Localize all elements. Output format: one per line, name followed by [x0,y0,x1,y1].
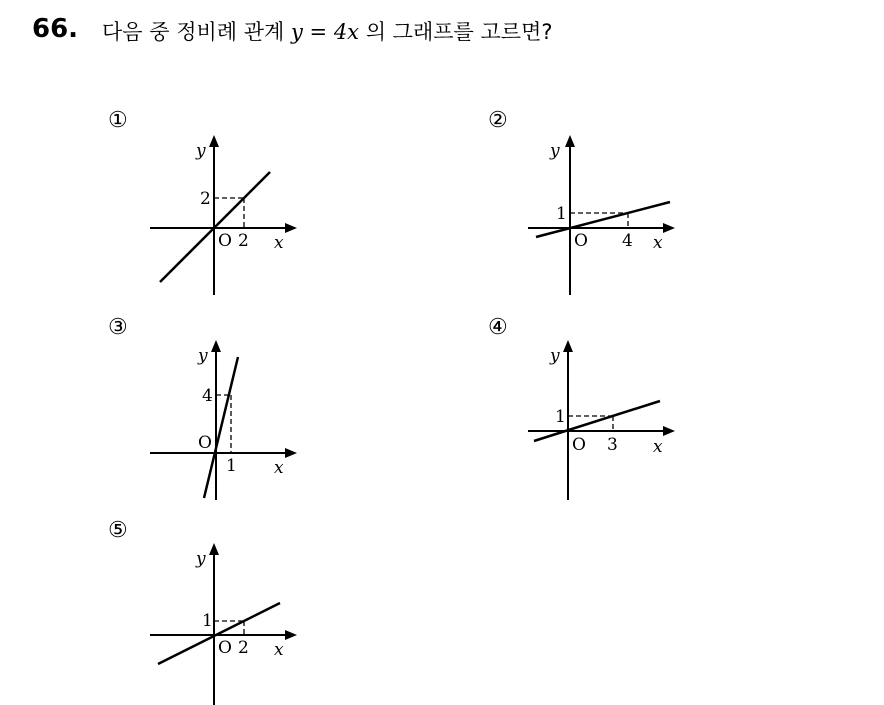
x-axis-label: x [653,437,663,457]
choice-1-marker[interactable]: ① [108,108,128,133]
graph-line [204,357,238,498]
x-tick-label: 4 [622,231,633,251]
x-axis-label: x [274,640,284,660]
y-axis-arrow [563,340,573,352]
x-axis-arrow [285,630,297,640]
choice-5-graph[interactable] [140,538,310,705]
y-tick-label: 4 [202,386,213,406]
choice-3-graph[interactable] [140,335,310,505]
choice-3-marker[interactable]: ③ [108,315,128,340]
x-axis-arrow [663,223,675,233]
x-tick-label: 2 [238,231,249,251]
choice-4-graph[interactable] [518,335,688,505]
y-tick-label: 1 [555,407,566,427]
x-axis-label: x [274,458,284,478]
x-axis-arrow [663,426,675,436]
origin-label: O [218,638,232,658]
y-tick-label: 1 [202,611,213,631]
y-axis-label: y [550,141,560,161]
question-text-before: 다음 중 정비례 관계 [102,20,285,44]
x-axis-label: x [274,233,284,253]
y-axis-label: y [196,141,206,161]
choice-2-marker[interactable]: ② [488,108,508,133]
origin-label: O [218,231,232,251]
y-axis-label: y [550,346,560,366]
choice-2-graph[interactable] [518,130,688,300]
y-axis-arrow [209,543,219,555]
question-number: 66. [32,14,79,44]
y-tick-label: 2 [200,189,211,209]
choice-4-marker[interactable]: ④ [488,315,508,340]
question-text-after: 의 그래프를 고르면? [365,20,553,44]
choice-5-marker[interactable]: ⑤ [108,518,128,543]
question-text [102,16,553,46]
question-equation: y = 4x [291,20,360,44]
x-axis-arrow [285,448,297,458]
origin-label: O [198,433,212,453]
graph-line [534,401,660,441]
origin-label: O [572,435,586,455]
y-axis-label: y [196,549,206,569]
x-tick-label: 3 [607,435,618,455]
origin-label: O [574,231,588,251]
y-axis-arrow [211,340,221,352]
y-axis-label: y [198,346,208,366]
choice-1-graph[interactable] [140,130,310,300]
x-tick-label: 1 [226,456,237,476]
x-axis-arrow [285,223,297,233]
y-axis-arrow [209,135,219,147]
y-tick-label: 1 [556,204,567,224]
y-axis-arrow [565,135,575,147]
x-tick-label: 2 [238,638,249,658]
x-axis-label: x [653,233,663,253]
